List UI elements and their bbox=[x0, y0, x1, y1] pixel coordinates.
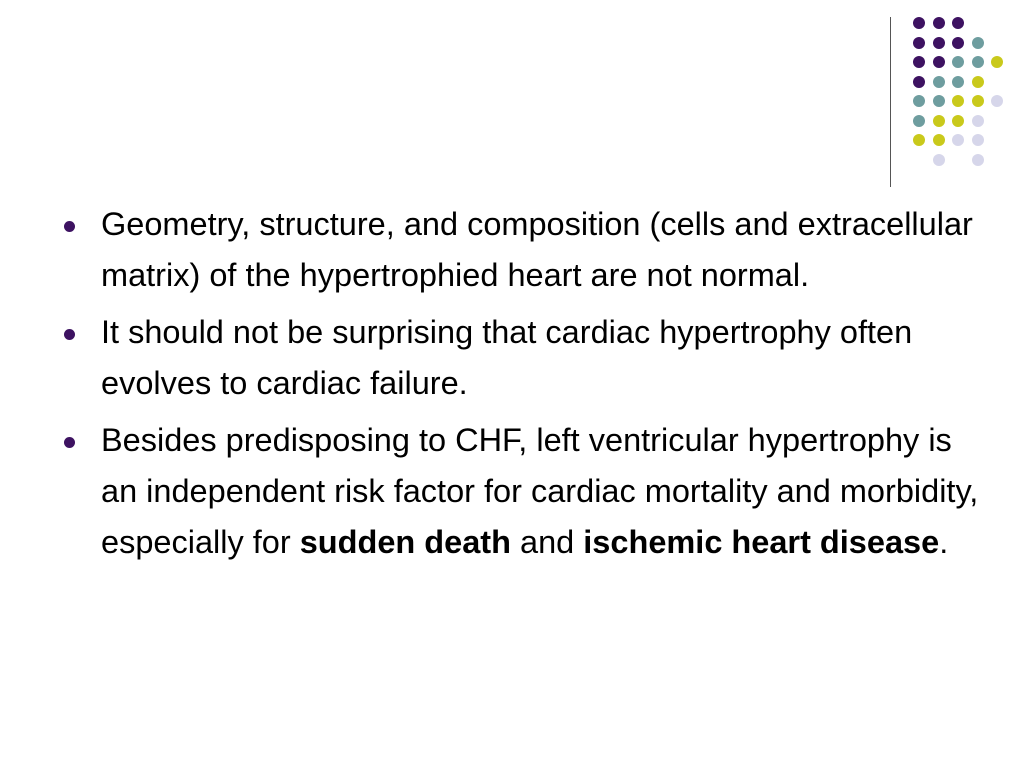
bullet-dot-icon bbox=[64, 221, 75, 232]
decorative-dot-purple bbox=[933, 56, 945, 68]
decorative-dot-purple bbox=[952, 37, 964, 49]
decorative-dot-purple bbox=[913, 37, 925, 49]
decorative-dot-purple bbox=[913, 17, 925, 29]
decorative-dot-purple bbox=[913, 76, 925, 88]
decorative-dot-teal bbox=[972, 56, 984, 68]
bold-term-ischemic-heart-disease: ischemic heart disease bbox=[583, 524, 940, 560]
bullet-text: Geometry, structure, and composition (cells and extracellular matrix) of the hypertrophied heart are not normal. bbox=[101, 206, 973, 293]
decorative-dot-lavender bbox=[972, 134, 984, 146]
bullet-dot-icon bbox=[64, 437, 75, 448]
decorative-dot-lavender bbox=[933, 154, 945, 166]
bullet-text-middle: and bbox=[510, 524, 584, 560]
decorative-dot-olive bbox=[972, 76, 984, 88]
decorative-dot-olive bbox=[972, 95, 984, 107]
decorative-dot-lavender bbox=[991, 95, 1003, 107]
bullet-item-2 bbox=[62, 307, 982, 409]
decorative-dot-purple bbox=[952, 17, 964, 29]
decorative-dot-teal bbox=[913, 115, 925, 127]
decorative-dot-purple bbox=[933, 17, 945, 29]
decorative-dot-olive bbox=[933, 134, 945, 146]
decorative-dot-purple bbox=[933, 37, 945, 49]
decorative-dot-olive bbox=[933, 115, 945, 127]
bullet-text: It should not be surprising that cardiac hypertrophy often evolves to cardiac failure. bbox=[101, 314, 913, 401]
bullet-list bbox=[62, 199, 982, 574]
decorative-dot-olive bbox=[952, 95, 964, 107]
bullet-text-before: Besides predisposing to CHF, left ventricular hypertrophy is an independent risk factor for cardiac mortality and morbidity, especially for bbox=[101, 422, 979, 560]
vertical-divider-line bbox=[890, 17, 891, 187]
decorative-dot-lavender bbox=[952, 134, 964, 146]
decorative-dot-teal bbox=[913, 95, 925, 107]
decorative-dot-teal bbox=[952, 76, 964, 88]
bullet-dot-icon bbox=[64, 329, 75, 340]
decorative-dot-grid bbox=[0, 0, 1024, 200]
decorative-dot-lavender bbox=[972, 115, 984, 127]
decorative-dot-teal bbox=[933, 95, 945, 107]
decorative-dot-olive bbox=[913, 134, 925, 146]
decorative-dot-teal bbox=[952, 56, 964, 68]
bold-term-sudden-death: sudden death bbox=[299, 524, 511, 560]
decorative-dot-teal bbox=[933, 76, 945, 88]
bullet-item-1 bbox=[62, 199, 982, 301]
decorative-dot-lavender bbox=[972, 154, 984, 166]
bullet-item-3 bbox=[62, 415, 982, 568]
bullet-text-after: . bbox=[939, 524, 949, 560]
decorative-dot-olive bbox=[952, 115, 964, 127]
decorative-dot-olive bbox=[991, 56, 1003, 68]
decorative-dot-teal bbox=[972, 37, 984, 49]
decorative-dot-purple bbox=[913, 56, 925, 68]
